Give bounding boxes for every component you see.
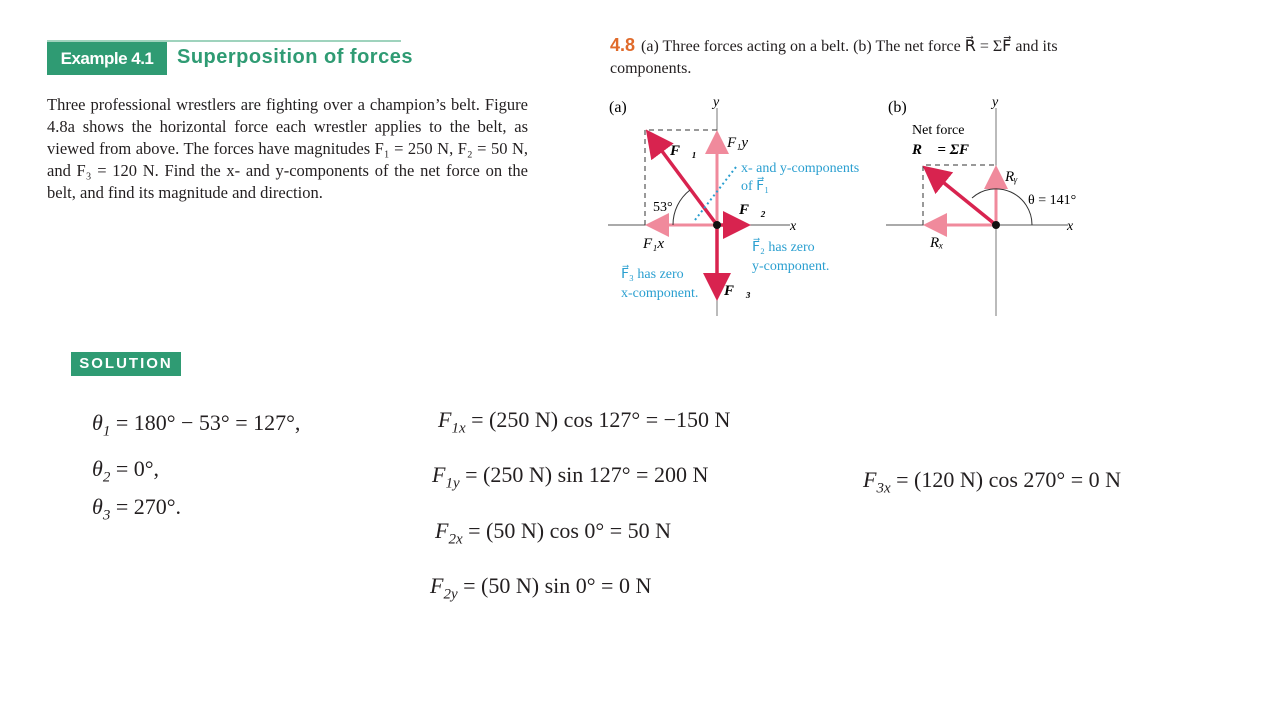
- eq-rhs: = (50 N) cos 0° = 50 N: [462, 518, 671, 543]
- note-f3-line2: x-component.: [621, 286, 699, 301]
- force-diagram: [0, 0, 1280, 330]
- label-a: (a): [609, 99, 627, 116]
- example-label: Example 4.1: [47, 42, 167, 75]
- theta2-eq: [92, 456, 159, 486]
- ry-label: Rᵧ: [1005, 169, 1018, 185]
- eq-sub: 2y: [443, 586, 458, 603]
- eq-rhs: = (250 N) cos 127° = −150 N: [465, 407, 731, 432]
- theta1-eq: [92, 410, 300, 440]
- f1x-eq: [438, 407, 730, 437]
- f2-label: F⃗₂: [739, 202, 766, 218]
- eq-symbol: F: [863, 467, 877, 492]
- angle-label: 53°: [653, 200, 673, 215]
- eq-sub: 2x: [448, 531, 463, 548]
- eq-rhs: = (250 N) sin 127° = 200 N: [459, 462, 709, 487]
- eq-sub: 1y: [445, 475, 460, 492]
- eq-rhs: = 270°.: [110, 494, 182, 519]
- net-force-eq: R⃗ = ΣF⃗: [912, 142, 981, 158]
- eq-sub: 3x: [876, 480, 891, 497]
- note-f3-line1: F⃗₃ has zero: [621, 267, 684, 282]
- eq-sub: 1x: [451, 420, 466, 437]
- diagram-a: [608, 95, 859, 316]
- figure-number: 4.8: [610, 35, 636, 55]
- eq-sub: 2: [102, 469, 111, 486]
- problem-text: Three professional wrestlers are fighting over a champion’s belt. Figure 4.8a shows the horizontal force each wrestler applies to the belt, as viewed from above. The forces have magnitudes F₁ = 250 N, F₂ = 50 N, and F₃ = 120 N. Find the x- and y-components of the net force on the belt, and find its magnitude and direction.: [47, 95, 528, 202]
- f3-label: F⃗₃: [724, 283, 751, 299]
- r-arrow: [928, 170, 996, 225]
- belt-point: [713, 221, 721, 229]
- eq-sub: 1: [102, 423, 111, 440]
- x-axis-label: x: [1067, 219, 1074, 234]
- f1x-label: F₁x: [643, 236, 665, 252]
- note-f1-line2: of F⃗₁: [741, 179, 770, 194]
- eq-symbol: F: [430, 573, 444, 598]
- angle-arc: [673, 190, 690, 225]
- note-f2-line2: y-component.: [752, 259, 830, 274]
- eq-symbol: θ: [92, 494, 103, 519]
- x-axis-label: x: [790, 219, 797, 234]
- caption-text: (a) Three forces acting on a belt. (b) The net force R⃗ = ΣF⃗ and its components.: [610, 38, 1058, 77]
- theta3-eq: [92, 494, 181, 524]
- eq-rhs: = (50 N) sin 0° = 0 N: [457, 573, 652, 598]
- belt-point: [992, 221, 1000, 229]
- y-axis-label: y: [992, 95, 999, 110]
- rx-label: Rₓ: [930, 235, 944, 251]
- label-b: (b): [888, 99, 907, 116]
- f1-label: F⃗₁: [670, 143, 697, 159]
- eq-symbol: F: [438, 407, 452, 432]
- diagram-b: [886, 95, 1076, 316]
- note-f2-line1: F⃗₂ has zero: [752, 240, 815, 255]
- eq-rhs: = (120 N) cos 270° = 0 N: [890, 467, 1121, 492]
- note-f1-line1: x- and y-components: [741, 161, 860, 176]
- theta-label: θ = 141°: [1028, 193, 1077, 208]
- eq-symbol: F: [432, 462, 446, 487]
- eq-symbol: θ: [92, 410, 103, 435]
- eq-rhs: = 0°,: [110, 456, 160, 481]
- net-force-label: Net force: [912, 123, 965, 138]
- eq-sub: 3: [102, 507, 111, 524]
- f1y-eq: [432, 462, 708, 492]
- f1y-label: F₁y: [727, 135, 749, 151]
- solution-label: SOLUTION: [71, 352, 181, 376]
- eq-symbol: F: [435, 518, 449, 543]
- eq-rhs: = 180° − 53° = 127°,: [110, 410, 301, 435]
- angle-arc: [972, 189, 1032, 225]
- example-title: Superposition of forces: [177, 46, 413, 68]
- f2x-eq: [435, 518, 671, 548]
- y-axis-label: y: [713, 95, 720, 110]
- f3x-eq: [863, 467, 1121, 497]
- eq-symbol: θ: [92, 456, 103, 481]
- f2y-eq: [430, 573, 651, 603]
